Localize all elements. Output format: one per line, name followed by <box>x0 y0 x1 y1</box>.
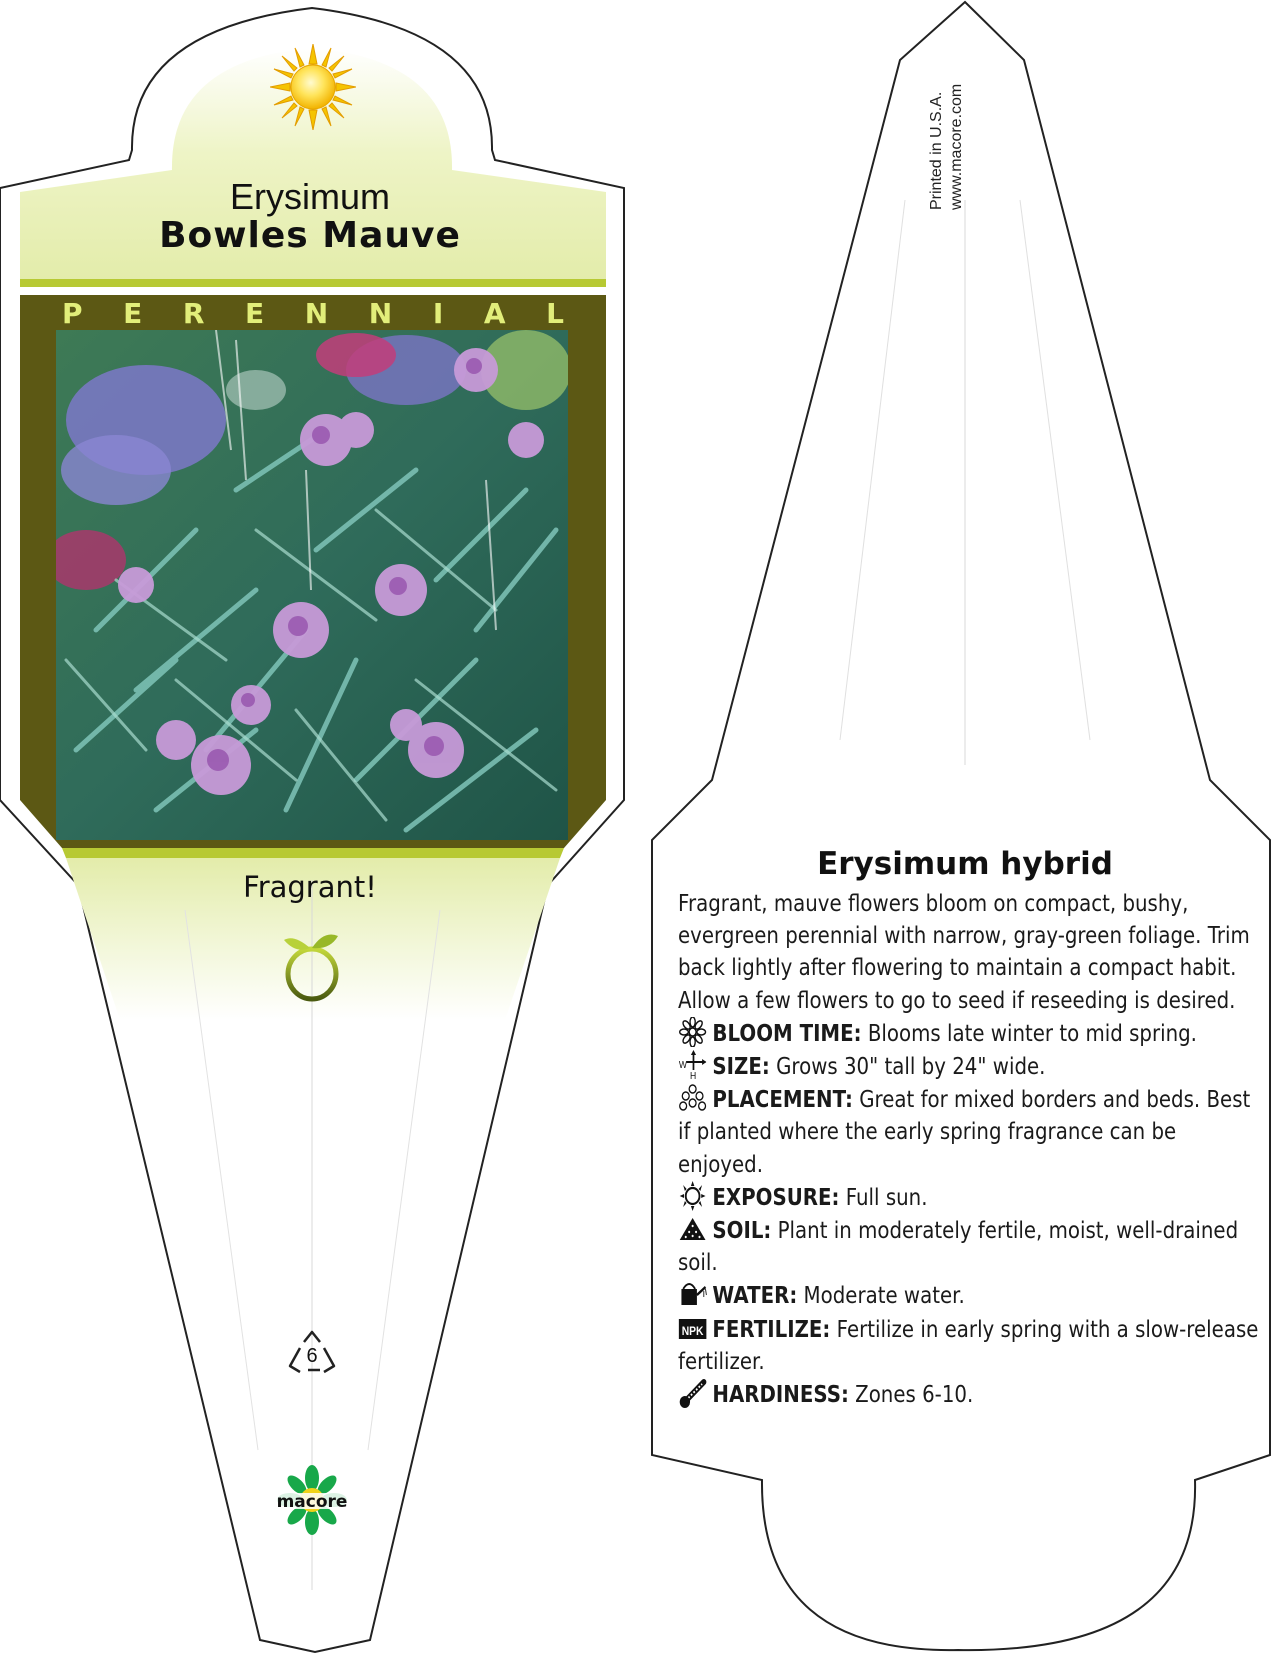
placement-value: Great for mixed borders and beds. Best if planted where the early spring fragrance can be enjoyed. <box>678 1087 1251 1178</box>
npk-text: NPK <box>681 1324 704 1338</box>
exposure-value: Full sun. <box>845 1184 928 1211</box>
recycle-icon <box>286 1330 338 1376</box>
exposure-label: EXPOSURE: <box>712 1184 840 1211</box>
care-item <box>678 1050 1259 1083</box>
seed-icon <box>282 930 342 1002</box>
category-letter: A <box>483 297 506 330</box>
description: Fragrant, mauve flowers bloom on compact, bushy, evergreen perennial with narrow, gray-green foliage. Trim back lightly after flowering to maintain a compact habit. Allow a few flowers to go to seed if reseeding is desired. <box>678 891 1250 1014</box>
npk-icon <box>678 1313 707 1343</box>
sun-icon <box>270 44 356 130</box>
plant-cultivar: Bowles Mauve <box>159 215 461 256</box>
category-letter: E <box>123 297 143 330</box>
care-info <box>678 888 1259 1411</box>
plant-photo <box>56 330 568 840</box>
hardiness-value: Zones 6-10. <box>855 1382 974 1409</box>
category-letter: N <box>368 297 393 330</box>
placement-label: PLACEMENT: <box>712 1087 853 1114</box>
category-letter: R <box>182 297 205 330</box>
category-letter: N <box>304 297 329 330</box>
care-item <box>678 1181 1259 1214</box>
website: www.macore.com <box>948 83 965 210</box>
category-letter: L <box>546 297 564 330</box>
watering-can-icon <box>678 1279 707 1309</box>
bloom-value: Blooms late winter to mid spring. <box>867 1020 1197 1047</box>
plant-genus: Erysimum <box>230 176 390 217</box>
care-item <box>678 1214 1259 1279</box>
size-icon <box>678 1050 707 1080</box>
care-item <box>678 1083 1259 1181</box>
macore-logo <box>268 1465 356 1535</box>
size-icon-w: W <box>678 1059 687 1071</box>
care-item <box>678 1378 1259 1411</box>
care-item <box>678 1279 1259 1312</box>
hardiness-label: HARDINESS: <box>712 1382 849 1409</box>
category-letter: I <box>432 297 444 330</box>
category-label <box>22 297 604 330</box>
sun-icon <box>678 1181 707 1211</box>
flower-icon <box>678 1017 707 1047</box>
soil-label: SOIL: <box>712 1218 772 1245</box>
soil-value: Plant in moderately fertile, moist, well-drained soil. <box>678 1218 1239 1277</box>
size-icon-h: H <box>690 1070 697 1081</box>
tagline: Fragrant! <box>243 870 377 904</box>
placement-icon <box>678 1083 707 1113</box>
recycle-number: 6 <box>306 1345 318 1367</box>
category-letter: E <box>245 297 265 330</box>
print-info <box>928 50 965 210</box>
fertilize-label: FERTILIZE: <box>712 1316 831 1343</box>
fertilize-value: Fertilize in early spring with a slow-release fertilizer. <box>678 1316 1259 1375</box>
care-item <box>678 1313 1259 1378</box>
size-label: SIZE: <box>712 1054 770 1081</box>
soil-icon <box>678 1214 707 1244</box>
water-value: Moderate water. <box>803 1283 965 1310</box>
thermometer-icon <box>678 1378 707 1408</box>
water-label: WATER: <box>712 1283 798 1310</box>
category-letter: P <box>62 297 83 330</box>
size-value: Grows 30" tall by 24" wide. <box>776 1054 1046 1081</box>
care-item <box>678 1017 1259 1050</box>
botanical-name: Erysimum hybrid <box>817 846 1113 882</box>
brand-name: macore <box>276 1492 348 1512</box>
printed-in: Printed in U.S.A. <box>928 91 945 210</box>
bloom-label: BLOOM TIME: <box>712 1020 862 1047</box>
